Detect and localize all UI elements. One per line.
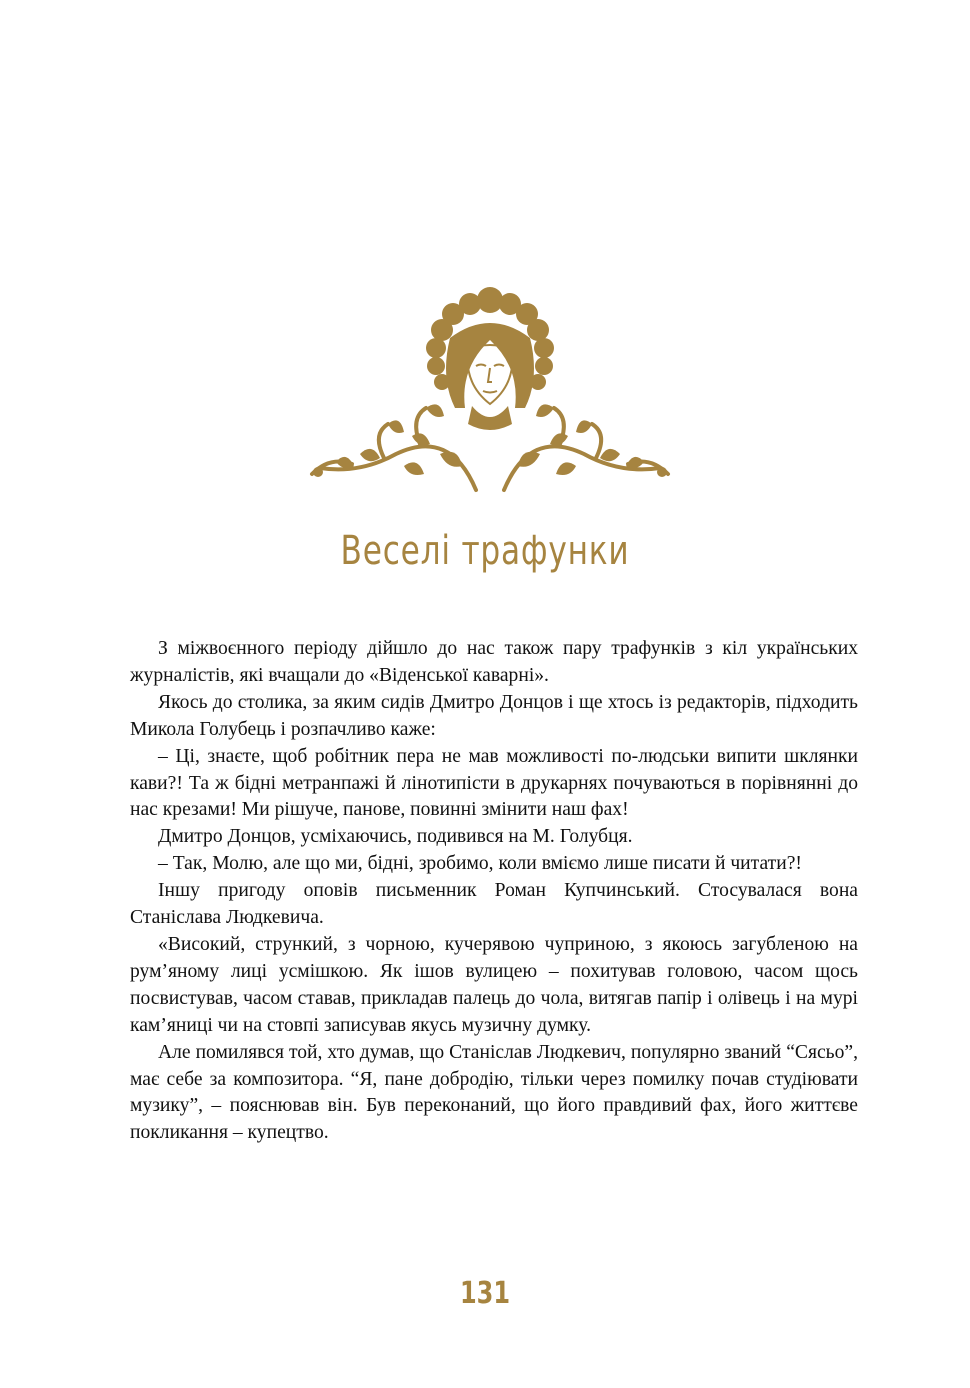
paragraph: – Так, Молю, але що ми, бідні, зробимо, коли вміємо лише писати й читати?! xyxy=(158,853,802,875)
art-nouveau-woman-head-ornament-icon xyxy=(300,278,680,498)
paragraph: Якось до столика, за яким сидів Дмитро Донцов і ще хтось із редакторів, підходить Микола Голубець і розпачливо каже: xyxy=(130,691,858,740)
paragraph: Дмитро Донцов, усміхаючись, подивився на М. Голубця. xyxy=(158,826,633,848)
paragraph: Але помилявся той, хто думав, що Станіслав Людкевич, популярно званий “Сясьо”, має себе за композитора. “Я, пане добродію, тільки через помилку почав студіювати музику”, – пояснював він. Був переконаний, що його правдивий фах, його життєве покликання – купецтво. xyxy=(130,1041,858,1144)
body-text xyxy=(130,636,858,1147)
paragraph: Іншу пригоду оповів письменник Роман Купчинський. Стосувалася вона Станіслава Людкевича. xyxy=(130,880,858,929)
paragraph: З міжвоєнного періоду дійшло до нас також пару трафунків з кіл українських журналістів, які вчащали до «Віденської каварні». xyxy=(130,638,858,686)
chapter-title: Веселі трафунки xyxy=(340,528,630,574)
paragraph: – Ці, знаєте, щоб робітник пера не мав можливості по-людськи випити шклянки кави?! Та ж бідні метранпажі й лінотипісти в друкарнях почуваються в порівнянні до нас крезами! Ми рішуче, панове, повинні змінити наш фах! xyxy=(130,745,858,821)
page-number: 131 xyxy=(459,1276,511,1311)
paragraph: «Високий, стрункий, з чорною, кучерявою чуприною, з якоюсь загубленою на рум’яному лиці усмішкою. Як ішов вулицею – похитував головою, часом щось посвистував, часом ставав, прикладав палець до чола, витягав папір і олівець і на мурі кам’яниці чи на стовпі записував якусь музичну думку. xyxy=(130,933,858,1036)
